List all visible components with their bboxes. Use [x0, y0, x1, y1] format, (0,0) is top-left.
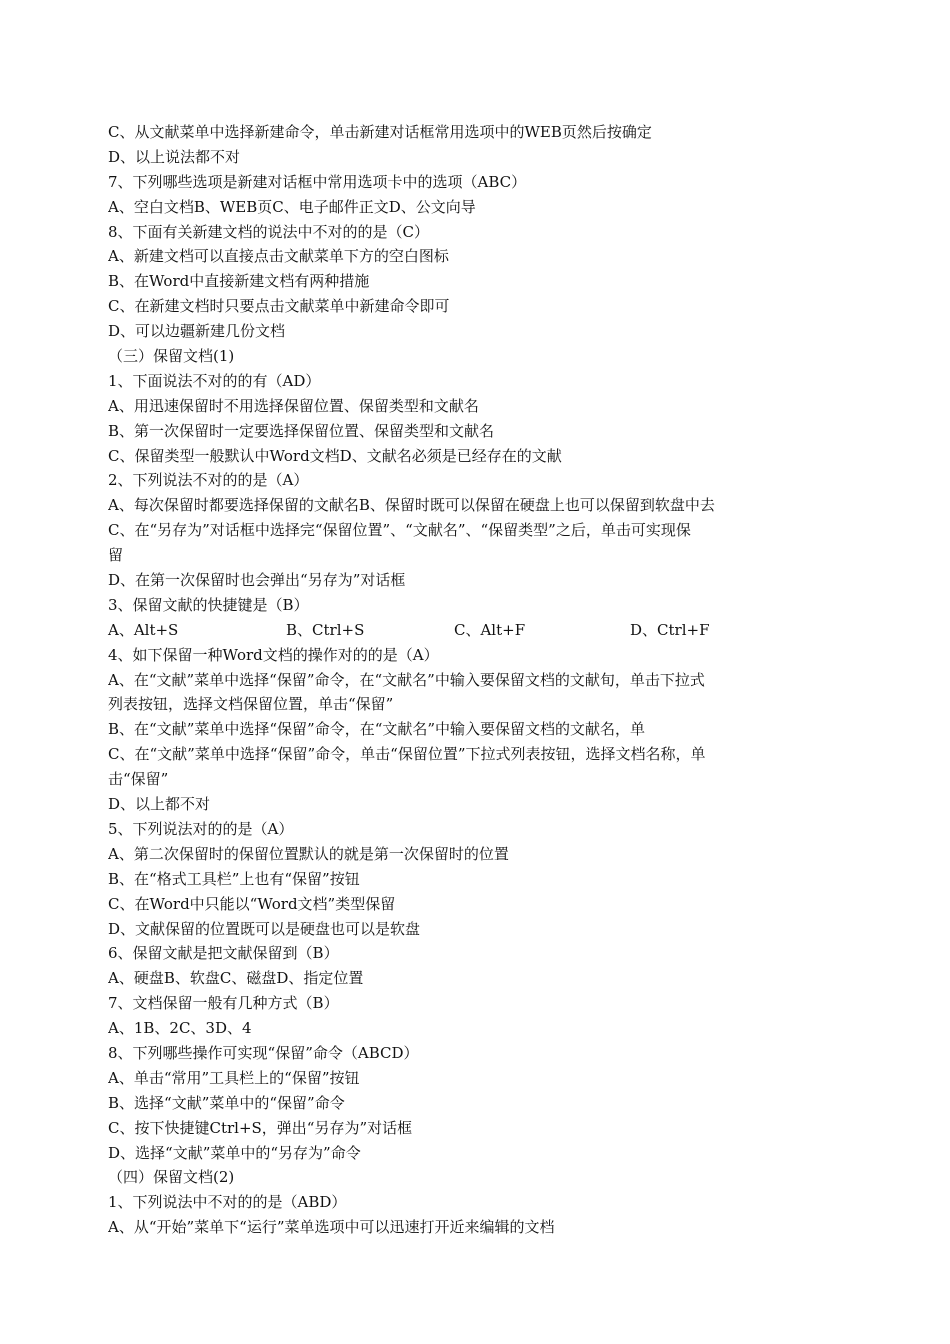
- text-line: B、第一次保留时一定要选择保留位置、保留类型和文献名: [108, 421, 495, 440]
- text-line: B、在Word中直接新建文档有两种措施: [108, 272, 370, 291]
- question-1: 1、下列说法中不对的的是（ABD）: [108, 1193, 347, 1212]
- text-line: D、以上都不对: [108, 795, 211, 814]
- question-6: 6、保留文献是把文献保留到（B）: [108, 944, 339, 963]
- question-8: 8、下面有关新建文档的说法中不对的的是（C）: [108, 222, 430, 241]
- section-heading: （四）保留文档(2): [108, 1168, 235, 1187]
- option-b: B、Ctrl+S: [286, 620, 365, 639]
- text-line: A、单击“常用”工具栏上的“保留”按钮: [108, 1068, 360, 1087]
- text-line: 留: [108, 546, 124, 565]
- text-line: C、在“另存为”对话框中选择完“保留位置”、“文献名”、“保留类型”之后，单击可实现保: [108, 521, 691, 540]
- text-line: B、在“文献”菜单中选择“保留”命令，在“文献名”中输入要保留文档的文献名，单: [108, 720, 646, 739]
- text-line: C、在Word中只能以“Word文档”类型保留: [108, 894, 396, 913]
- shortcut-options-row: [108, 618, 824, 643]
- text-line: A、新建文档可以直接点击文献菜单下方的空白图标: [108, 247, 449, 266]
- text-line: D、选择“文献”菜单中的“另存为”命令: [108, 1143, 361, 1162]
- text-line: A、空白文档B、WEB页C、电子邮件正文D、公文向导: [108, 197, 476, 216]
- question-4: 4、如下保留一种Word文档的操作对的的是（A）: [108, 645, 439, 664]
- text-line: D、在第一次保留时也会弹出“另存为”对话框: [108, 571, 406, 590]
- text-line: A、在“文献”菜单中选择“保留”命令，在“文献名”中输入要保留文档的文献旬，单击下拉式: [108, 670, 705, 689]
- text-line: C、在“文献”菜单中选择“保留”命令，单击“保留位置”下拉式列表按钮，选择文档名称，单: [108, 745, 706, 764]
- text-line: D、以上说法都不对: [108, 147, 241, 166]
- text-line: B、选择“文献”菜单中的“保留”命令: [108, 1093, 345, 1112]
- text-line: C、保留类型一般默认中Word文档D、文献名必须是已经存在的文献: [108, 446, 562, 465]
- text-line: D、文献保留的位置既可以是硬盘也可以是软盘: [108, 919, 421, 938]
- text-line: C、在新建文档时只要点击文献菜单中新建命令即可: [108, 297, 450, 316]
- question-7: 7、文档保留一般有几种方式（B）: [108, 994, 339, 1013]
- question-8: 8、下列哪些操作可实现“保留”命令（ABCD）: [108, 1043, 419, 1062]
- option-a: A、Alt+S: [108, 620, 179, 639]
- section-heading: （三）保留文档(1): [108, 347, 235, 366]
- text-line: 击“保留”: [108, 770, 169, 789]
- text-line: C、从文献菜单中选择新建命令，单击新建对话框常用选项中的WEB页然后按确定: [108, 123, 652, 141]
- question-5: 5、下列说法对的的是（A）: [108, 819, 294, 838]
- document-page: [108, 120, 824, 1240]
- question-1: 1、下面说法不对的的有（AD）: [108, 371, 321, 390]
- question-7: 7、下列哪些选项是新建对话框中常用选项卡中的选项（ABC）: [108, 172, 527, 191]
- text-line: A、用迅速保留时不用选择保留位置、保留类型和文献名: [108, 396, 479, 415]
- question-2: 2、下列说法不对的的是（A）: [108, 471, 309, 490]
- text-line: A、硬盘B、软盘C、磁盘D、指定位置: [108, 969, 364, 988]
- question-3: 3、保留文献的快捷键是（B）: [108, 595, 309, 614]
- text-line: A、1B、2C、3D、4: [108, 1019, 252, 1038]
- option-c: C、Alt+F: [454, 620, 526, 639]
- text-line: D、可以边疆新建几份文档: [108, 322, 286, 341]
- text-line: B、在“格式工具栏”上也有“保留”按钮: [108, 869, 360, 888]
- option-d: D、Ctrl+F: [630, 620, 710, 639]
- text-line: 列表按钮，选择文档保留位置，单击“保留”: [108, 695, 394, 714]
- text-line: A、从“开始”菜单下“运行”菜单选项中可以迅速打开近来编辑的文档: [108, 1218, 555, 1237]
- text-line: C、按下快捷键Ctrl+S，弹出“另存为”对话框: [108, 1118, 413, 1137]
- text-line: A、第二次保留时的保留位置默认的就是第一次保留时的位置: [108, 844, 509, 863]
- text-line: A、每次保留时都要选择保留的文献名B、保留时既可以保留在硬盘上也可以保留到软盘中去: [108, 496, 715, 515]
